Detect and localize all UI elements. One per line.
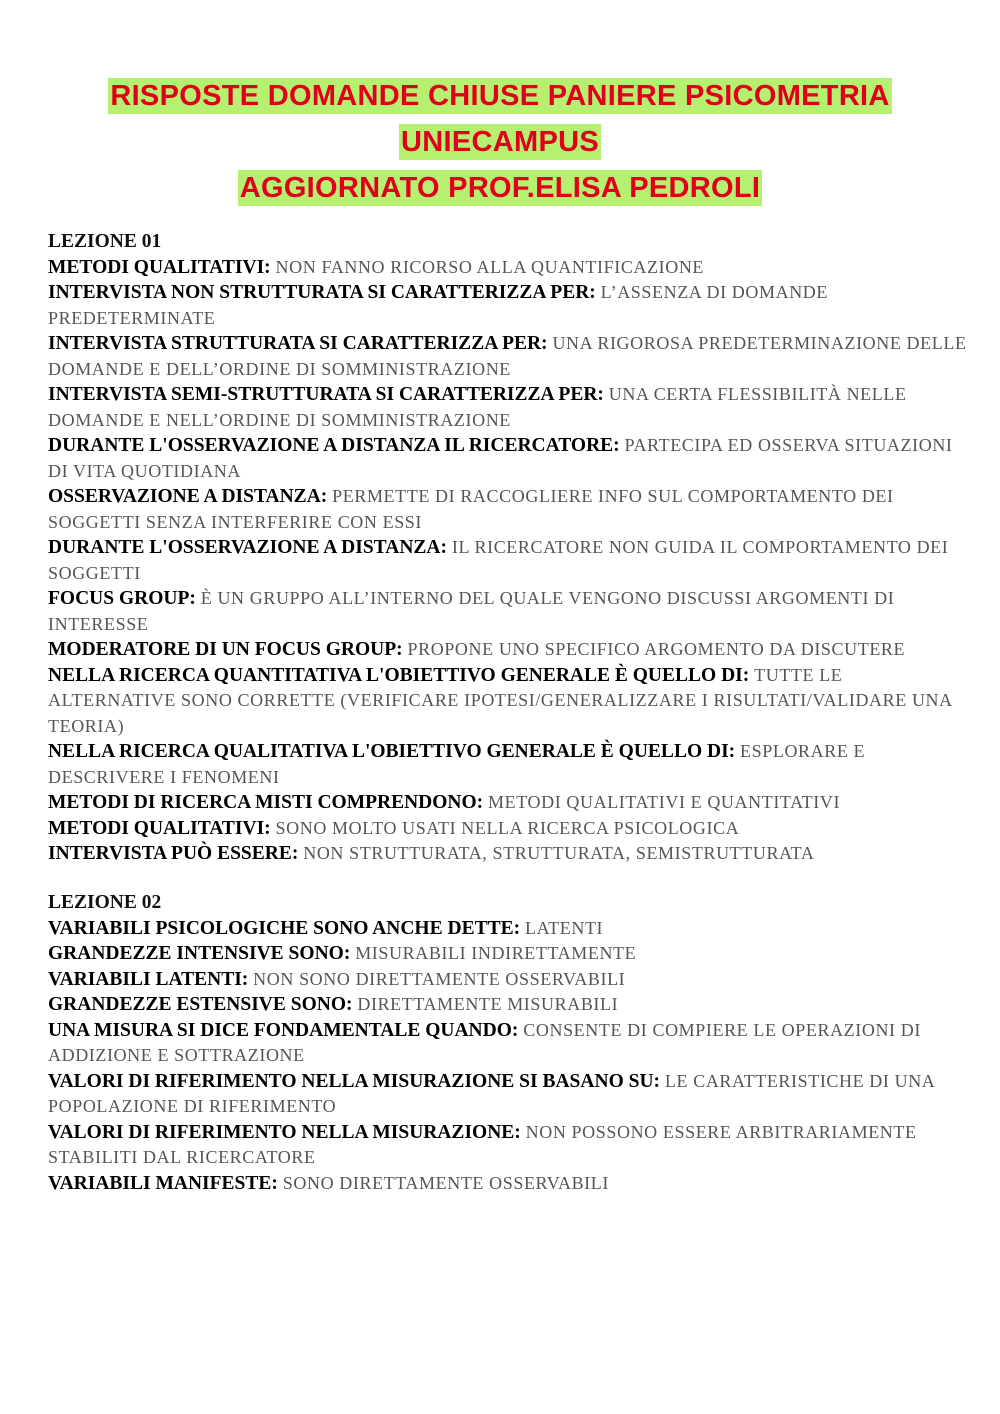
answer: NON FANNO RICORSO ALLA QUANTIFICAZIONE	[275, 256, 705, 277]
qa-item	[48, 1171, 968, 1197]
question: INTERVISTA NON STRUTTURATA SI CARATTERIZZA PER:	[48, 282, 596, 303]
question: DURANTE L'OSSERVAZIONE A DISTANZA IL RICERCATORE:	[48, 435, 620, 456]
question: VALORI DI RIFERIMENTO NELLA MISURAZIONE:	[48, 1121, 521, 1143]
answer: METODI QUALITATIVI E QUANTITATIVI	[488, 792, 841, 812]
lesson-01-section	[48, 230, 968, 867]
question: NELLA RICERCA QUALITATIVA L'OBIETTIVO GENERALE È QUELLO DI:	[48, 741, 736, 762]
lesson-heading: LEZIONE 01	[48, 231, 162, 252]
answer: UNA CERTA FLESSIBILITÀ NELLE DOMANDE E NELL’ORDINE DI SOMMINISTRAZIONE	[48, 384, 907, 430]
title-line-3: AGGIORNATO PROF.ELISA PEDROLI	[239, 172, 761, 204]
qa-item	[48, 739, 968, 790]
question: DURANTE L'OSSERVAZIONE A DISTANZA:	[48, 537, 447, 558]
answer: NON STRUTTURATA, STRUTTURATA, SEMISTRUTTURATA	[303, 843, 815, 863]
answer: DIRETTAMENTE MISURABILI	[357, 994, 619, 1014]
qa-item	[48, 1069, 968, 1120]
qa-item	[48, 992, 968, 1018]
qa-item	[48, 941, 968, 967]
qa-item	[48, 841, 968, 867]
question: METODI DI RICERCA MISTI COMPRENDONO:	[48, 792, 484, 813]
answer: MISURABILI INDIRETTAMENTE	[355, 943, 637, 963]
qa-item	[48, 916, 968, 942]
document-title	[0, 78, 1000, 216]
answer: PERMETTE DI RACCOGLIERE INFO SUL COMPORTAMENTO DEI SOGGETTI SENZA INTERFERIRE CON ESSI	[48, 486, 894, 532]
question: VARIABILI PSICOLOGICHE SONO ANCHE DETTE:	[48, 917, 521, 939]
question: INTERVISTA SEMI-STRUTTURATA SI CARATTERIZZA PER:	[48, 384, 604, 405]
qa-item	[48, 280, 968, 331]
lesson-02-section	[48, 891, 968, 1196]
answer: SONO DIRETTAMENTE OSSERVABILI	[282, 1172, 609, 1193]
answer: PROPONE UNO SPECIFICO ARGOMENTO DA DISCUTERE	[407, 639, 906, 659]
title-line-1: RISPOSTE DOMANDE CHIUSE PANIERE PSICOMETRIA	[110, 80, 890, 112]
document-body	[48, 230, 968, 1221]
answer: È UN GRUPPO ALL’INTERNO DEL QUALE VENGONO DISCUSSI ARGOMENTI DI INTERESSE	[48, 588, 895, 634]
qa-item	[48, 484, 968, 535]
lesson-heading: LEZIONE 02	[48, 892, 162, 913]
title-line-2: UNIECAMPUS	[401, 126, 599, 158]
question: GRANDEZZE INTENSIVE SONO:	[48, 943, 351, 964]
answer: UNA RIGOROSA PREDETERMINAZIONE DELLE DOMANDE E DELL’ORDINE DI SOMMINISTRAZIONE	[48, 333, 967, 379]
answer: NON SONO DIRETTAMENTE OSSERVABILI	[253, 968, 626, 989]
qa-item	[48, 816, 968, 842]
question: FOCUS GROUP:	[48, 588, 196, 609]
answer: ESPLORARE E DESCRIVERE I FENOMENI	[48, 741, 866, 787]
answer: SONO MOLTO USATI NELLA RICERCA PSICOLOGICA	[275, 817, 740, 838]
qa-item	[48, 586, 968, 637]
answer: LATENTI	[524, 917, 604, 938]
answer: NON POSSONO ESSERE ARBITRARIAMENTE STABILITI DAL RICERCATORE	[48, 1121, 917, 1167]
qa-item	[48, 433, 968, 484]
question: VALORI DI RIFERIMENTO NELLA MISURAZIONE SI BASANO SU:	[48, 1070, 661, 1092]
question: OSSERVAZIONE A DISTANZA:	[48, 486, 328, 507]
qa-item	[48, 331, 968, 382]
answer: TUTTE LE ALTERNATIVE SONO CORRETTE (VERIFICARE IPOTESI/GENERALIZZARE I RISULTATI/VALIDARE UNA TEORIA)	[48, 664, 952, 736]
answer: IL RICERCATORE NON GUIDA IL COMPORTAMENTO DEI SOGGETTI	[48, 537, 949, 583]
qa-item	[48, 1018, 968, 1069]
qa-item	[48, 637, 968, 663]
answer: CONSENTE DI COMPIERE LE OPERAZIONI DI ADDIZIONE E SOTTRAZIONE	[48, 1019, 921, 1065]
question: INTERVISTA STRUTTURATA SI CARATTERIZZA PER:	[48, 333, 548, 354]
qa-item	[48, 663, 968, 740]
question: UNA MISURA SI DICE FONDAMENTALE QUANDO:	[48, 1019, 519, 1041]
question: NELLA RICERCA QUANTITATIVA L'OBIETTIVO GENERALE È QUELLO DI:	[48, 664, 750, 686]
answer: PARTECIPA ED OSSERVA SITUAZIONI DI VITA QUOTIDIANA	[48, 435, 953, 481]
answer: LE CARATTERISTICHE DI UNA POPOLAZIONE DI RIFERIMENTO	[48, 1070, 935, 1116]
qa-item	[48, 790, 968, 816]
question: METODI QUALITATIVI:	[48, 817, 271, 839]
question: MODERATORE DI UN FOCUS GROUP:	[48, 639, 403, 660]
qa-item	[48, 535, 968, 586]
question: INTERVISTA PUÒ ESSERE:	[48, 843, 299, 864]
question: VARIABILI LATENTI:	[48, 968, 249, 990]
question: GRANDEZZE ESTENSIVE SONO:	[48, 994, 353, 1015]
question: METODI QUALITATIVI:	[48, 256, 271, 278]
qa-item	[48, 255, 968, 281]
question: VARIABILI MANIFESTE:	[48, 1172, 278, 1194]
qa-item	[48, 382, 968, 433]
answer: L’ASSENZA DI DOMANDE PREDETERMINATE	[48, 282, 828, 328]
qa-item	[48, 967, 968, 993]
qa-item	[48, 1120, 968, 1171]
